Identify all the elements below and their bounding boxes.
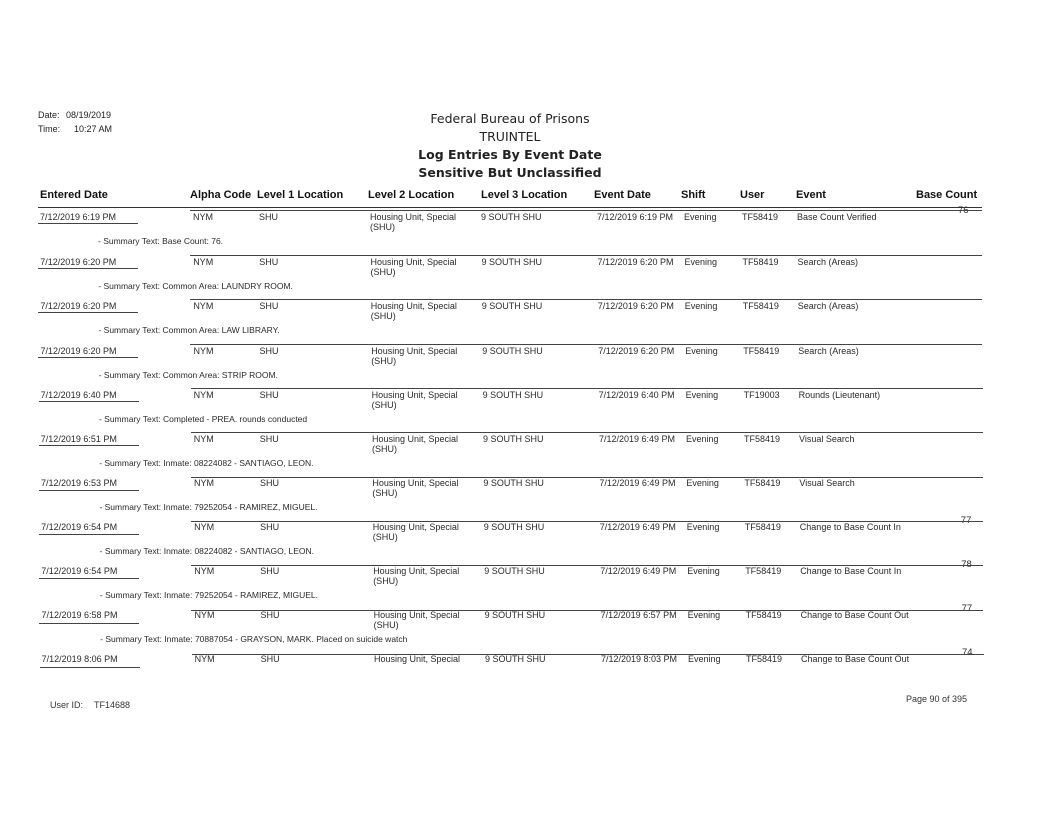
shift-cell: Evening — [688, 654, 721, 664]
shift-cell: Evening — [686, 522, 720, 532]
alpha-code-cell: NYM — [194, 654, 215, 664]
event-cell: Change to Base Count In — [799, 522, 901, 532]
alpha-code-cell: NYM — [193, 390, 214, 400]
table-row — [0, 301, 1056, 345]
event-date-cell: 7/12/2019 6:19 PM — [597, 212, 674, 222]
event-cell: Search (Areas) — [798, 346, 859, 356]
entered-date-cell: 7/12/2019 6:20 PM — [40, 257, 117, 267]
summary-text: - Summary Text: Inmate: 79252054 - RAMIREZ, MIGUEL. — [99, 502, 318, 512]
level3-location-cell: 9 SOUTH SHU — [481, 257, 543, 267]
table-row — [0, 478, 1056, 522]
entered-date-cell: 7/12/2019 6:58 PM — [41, 610, 118, 620]
level1-location-cell: SHU — [259, 212, 279, 222]
org-name: Federal Bureau of Prisons — [430, 111, 590, 126]
base-count-cell: 78 — [961, 559, 972, 570]
user-cell: TF58419 — [744, 522, 781, 532]
level1-location-cell: SHU — [260, 654, 280, 664]
table-row — [0, 603, 1056, 654]
alpha-code-cell: NYM — [193, 301, 214, 311]
event-cell: Search (Areas) — [797, 301, 859, 311]
event-date-cell: 7/12/2019 6:20 PM — [597, 301, 674, 311]
row-separator — [191, 610, 983, 611]
level3-location-cell: 9 SOUTH SHU — [483, 434, 544, 444]
entered-date-cell: 7/12/2019 6:19 PM — [40, 212, 117, 222]
event-date-cell: 7/12/2019 6:49 PM — [599, 522, 676, 532]
row-separator — [191, 432, 983, 433]
user-cell: TF58419 — [743, 346, 780, 356]
event-date-cell: 7/12/2019 8:03 PM — [601, 654, 678, 664]
page-number: Page 90 of 395 — [906, 694, 968, 704]
entered-date-cell: 7/12/2019 6:40 PM — [40, 390, 117, 400]
event-cell: Change to Base Count Out — [800, 610, 909, 620]
time-label: Time: — [38, 124, 61, 134]
entered-date-cell: 7/12/2019 6:51 PM — [40, 434, 117, 444]
row-separator — [191, 565, 983, 566]
entered-date-underline — [38, 268, 138, 269]
base-count-cell: 77 — [960, 515, 972, 526]
event-date-cell: 7/12/2019 6:49 PM — [599, 434, 676, 444]
level2-location-cell: Housing Unit, Special (SHU) — [370, 212, 457, 232]
user-cell: TF58419 — [742, 301, 779, 311]
entered-date-underline — [38, 357, 138, 358]
row-separator — [192, 654, 984, 655]
user-cell: TF58419 — [742, 257, 779, 267]
event-cell: Base Count Verified — [797, 212, 877, 222]
col-event: Event — [796, 189, 826, 201]
base-count-cell: 76 — [958, 205, 969, 216]
summary-text: - Summary Text: Common Area: LAW LIBRARY. — [98, 325, 280, 335]
level1-location-cell: SHU — [259, 390, 279, 400]
level1-location-cell: SHU — [259, 434, 279, 444]
event-cell: Visual Search — [799, 434, 855, 444]
level1-location-cell: SHU — [260, 522, 280, 532]
alpha-code-cell: NYM — [193, 257, 214, 267]
user-cell: TF58419 — [744, 434, 781, 444]
entered-date-underline — [39, 490, 139, 491]
event-cell: Visual Search — [799, 478, 855, 488]
row-separator — [191, 477, 983, 478]
row-separator — [191, 521, 983, 522]
alpha-code-cell: NYM — [194, 522, 215, 532]
user-cell: TF58419 — [742, 212, 779, 222]
entered-date-underline — [39, 445, 139, 446]
event-date-cell: 7/12/2019 6:40 PM — [598, 390, 675, 400]
header-rule — [38, 207, 982, 208]
table-row — [0, 257, 1056, 301]
level2-location-cell: Housing Unit, Special (SHU) — [372, 434, 459, 454]
entered-date-underline — [40, 667, 140, 668]
level2-location-cell: Housing Unit, Special (SHU) — [371, 390, 458, 410]
level3-location-cell: 9 SOUTH SHU — [482, 390, 544, 400]
report-title-block — [360, 110, 660, 182]
level1-location-cell: SHU — [259, 478, 279, 488]
report-name: Log Entries By Event Date — [418, 147, 602, 162]
level3-location-cell: 9 SOUTH SHU — [483, 522, 545, 532]
level2-location-cell: Housing Unit, Special (SHU) — [373, 610, 460, 630]
shift-cell: Evening — [685, 346, 718, 356]
date-value: 08/19/2019 — [66, 110, 112, 120]
row-separator — [190, 210, 982, 211]
time-value: 10:27 AM — [74, 124, 113, 134]
alpha-code-cell: NYM — [194, 610, 215, 620]
user-id-label: User ID: — [50, 700, 84, 710]
event-date-cell: 7/12/2019 6:57 PM — [600, 610, 677, 620]
entered-date-cell: 7/12/2019 6:53 PM — [40, 478, 118, 488]
event-date-cell: 7/12/2019 6:20 PM — [597, 257, 674, 267]
event-date-cell: 7/12/2019 6:49 PM — [600, 566, 677, 576]
level2-location-cell: Housing Unit, Special — [374, 654, 461, 664]
shift-cell: Evening — [684, 301, 718, 311]
user-cell: TF58419 — [744, 478, 781, 488]
row-separator — [191, 388, 983, 389]
event-cell: Change to Base Count Out — [801, 654, 910, 664]
entered-date-cell: 7/12/2019 6:20 PM — [40, 301, 117, 311]
level2-location-cell: Housing Unit, Special (SHU) — [371, 346, 458, 366]
summary-text: - Summary Text: Inmate: 08224082 - SANTIAGO, LEON. — [99, 546, 314, 556]
user-id-value: TF14688 — [94, 700, 131, 710]
shift-cell: Evening — [684, 257, 718, 267]
summary-text: - Summary Text: Base Count: 76. — [98, 236, 224, 246]
col-shift: Shift — [681, 189, 706, 201]
entered-date-cell: 7/12/2019 6:20 PM — [40, 346, 117, 356]
alpha-code-cell: NYM — [193, 212, 213, 222]
shift-cell: Evening — [687, 610, 721, 620]
level3-location-cell: 9 SOUTH SHU — [484, 566, 545, 576]
col-level3-location: Level 3 Location — [481, 189, 568, 201]
entered-date-cell: 7/12/2019 8:06 PM — [41, 654, 118, 664]
summary-text: - Summary Text: Inmate: 70887054 - GRAYSON, MARK. Placed on suicide watch — [100, 634, 408, 644]
summary-text: - Summary Text: Inmate: 79252054 - RAMIREZ, MIGUEL. — [99, 590, 318, 600]
level3-location-cell: 9 SOUTH SHU — [485, 654, 546, 664]
table-row — [0, 346, 1056, 390]
level1-location-cell: SHU — [259, 346, 279, 356]
row-separator — [190, 255, 982, 256]
row-separator — [190, 344, 982, 345]
level2-location-cell: Housing Unit, Special (SHU) — [372, 478, 459, 498]
alpha-code-cell: NYM — [193, 434, 214, 444]
level2-location-cell: Housing Unit, Special (SHU) — [372, 522, 459, 542]
shift-cell: Evening — [686, 434, 719, 444]
summary-text: - Summary Text: Inmate: 08224082 - SANTIAGO, LEON. — [99, 458, 314, 468]
entered-date-underline — [39, 578, 139, 579]
event-cell: Rounds (Lieutenant) — [798, 390, 881, 400]
level3-location-cell: 9 SOUTH SHU — [483, 478, 544, 488]
level1-location-cell: SHU — [259, 257, 279, 267]
summary-text: - Summary Text: Common Area: STRIP ROOM. — [98, 370, 278, 380]
col-base-count: Base Count — [916, 189, 978, 201]
shift-cell: Evening — [684, 212, 717, 222]
event-date-cell: 7/12/2019 6:49 PM — [599, 478, 676, 488]
shift-cell: Evening — [687, 566, 720, 576]
entered-date-underline — [38, 312, 138, 313]
table-row — [0, 205, 1056, 256]
user-cell: TF58419 — [746, 654, 783, 664]
level3-location-cell: 9 SOUTH SHU — [481, 212, 542, 222]
level3-location-cell: 9 SOUTH SHU — [482, 346, 543, 356]
system-name: TRUINTEL — [479, 129, 541, 144]
entered-date-underline — [38, 223, 138, 224]
table-row — [0, 559, 1056, 610]
event-cell: Search (Areas) — [797, 257, 859, 267]
user-cell: TF58419 — [745, 566, 782, 576]
alpha-code-cell: NYM — [194, 566, 215, 576]
classification-label: Sensitive But Unclassified — [418, 165, 602, 180]
level1-location-cell: SHU — [260, 566, 280, 576]
col-user: User — [740, 189, 765, 201]
alpha-code-cell: NYM — [193, 346, 214, 356]
level3-location-cell: 9 SOUTH SHU — [481, 301, 543, 311]
alpha-code-cell: NYM — [193, 478, 214, 488]
col-alpha-code: Alpha Code — [190, 189, 252, 201]
table-row — [0, 515, 1056, 566]
entered-date-underline — [39, 623, 139, 624]
entered-date-underline — [39, 401, 139, 402]
base-count-cell: 74 — [962, 647, 973, 658]
entered-date-underline — [39, 534, 139, 535]
base-count-cell: 77 — [961, 603, 973, 614]
level1-location-cell: SHU — [260, 610, 280, 620]
row-separator — [190, 299, 982, 300]
summary-text: - Summary Text: Common Area: LAUNDRY ROOM. — [98, 281, 293, 291]
level2-location-cell: Housing Unit, Special (SHU) — [373, 566, 460, 586]
col-level1-location: Level 1 Location — [257, 189, 344, 201]
user-cell: TF58419 — [745, 610, 782, 620]
entered-date-cell: 7/12/2019 6:54 PM — [41, 566, 118, 576]
col-entered-date: Entered Date — [40, 189, 108, 201]
table-row — [0, 434, 1056, 478]
event-date-cell: 7/12/2019 6:20 PM — [598, 346, 675, 356]
summary-text: - Summary Text: Completed - PREA. rounds conducted — [98, 414, 308, 424]
level2-location-cell: Housing Unit, Special (SHU) — [370, 301, 457, 321]
level2-location-cell: Housing Unit, Special (SHU) — [370, 257, 457, 277]
level1-location-cell: SHU — [259, 301, 279, 311]
entered-date-cell: 7/12/2019 6:54 PM — [41, 522, 118, 532]
date-label: Date: — [38, 110, 60, 120]
event-cell: Change to Base Count In — [800, 566, 902, 576]
col-level2-location: Level 2 Location — [368, 189, 455, 201]
level3-location-cell: 9 SOUTH SHU — [484, 610, 546, 620]
table-row — [0, 390, 1056, 434]
table-row — [0, 647, 1056, 698]
shift-cell: Evening — [685, 390, 719, 400]
col-event-date: Event Date — [594, 189, 651, 201]
user-cell: TF19003 — [743, 390, 780, 400]
shift-cell: Evening — [686, 478, 719, 488]
